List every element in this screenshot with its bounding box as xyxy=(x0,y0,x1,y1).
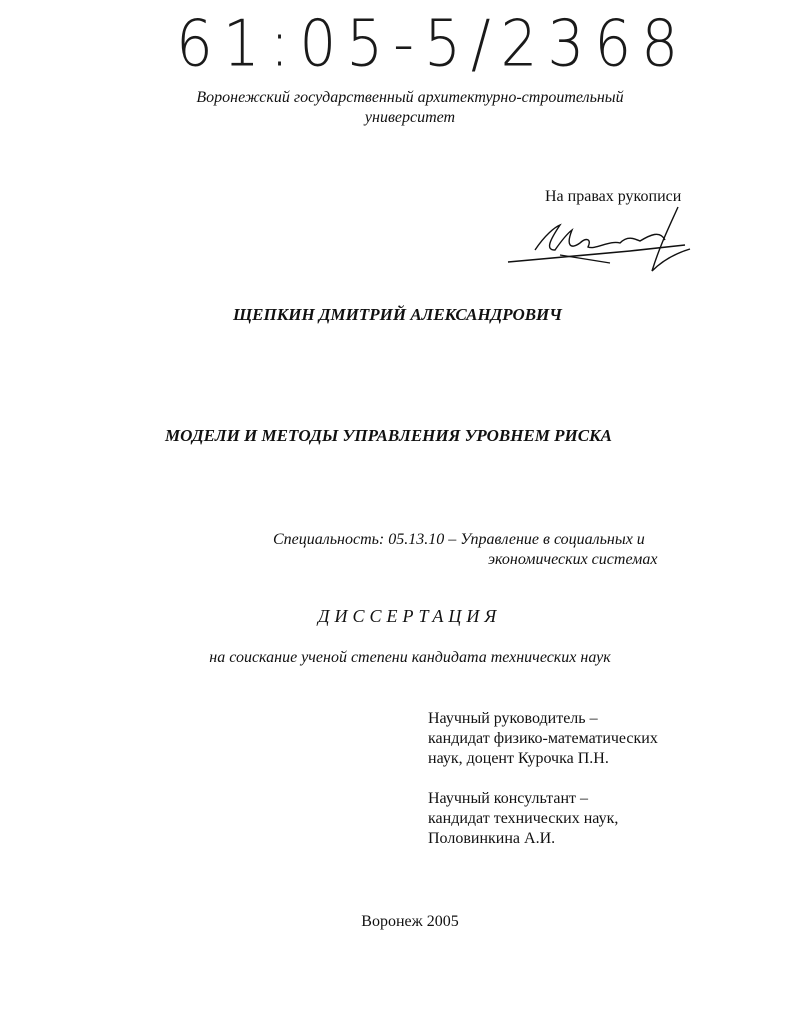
document-type: ДИССЕРТАЦИЯ xyxy=(318,606,502,626)
supervisor-line1: Научный руководитель – xyxy=(428,710,598,727)
author-name: ЩЕПКИН ДМИТРИЙ АЛЕКСАНДРОВИЧ xyxy=(233,305,563,324)
manuscript-rights: На правах рукописи xyxy=(545,188,682,205)
consultant-line3: Половинкина А.И. xyxy=(428,830,556,847)
city-year: Воронеж 2005 xyxy=(361,913,459,930)
institution-line1: Воронежский государственный архитектурно-строительный xyxy=(196,89,624,106)
dissertation-title: МОДЕЛИ И МЕТОДЫ УПРАВЛЕНИЯ УРОВНЕМ РИСКА xyxy=(165,426,612,445)
handwritten-catalog-number: 61:05-5/2368 xyxy=(176,6,689,81)
consultant-line2: кандидат технических наук, xyxy=(428,810,619,827)
supervisor-line2: кандидат физико-математических xyxy=(428,730,658,747)
supervisor-block xyxy=(428,709,658,769)
degree-line: на соискание ученой степени кандидата технических наук xyxy=(209,649,611,666)
signature xyxy=(500,205,700,280)
consultant-line1: Научный консультант – xyxy=(428,790,588,807)
specialty-line2: экономических системах xyxy=(488,551,658,568)
institution-line2: университет xyxy=(364,109,456,126)
consultant-block xyxy=(428,789,618,849)
specialty-line1: Специальность: 05.13.10 – Управление в социальных и xyxy=(273,531,645,548)
supervisor-line3: наук, доцент Курочка П.Н. xyxy=(428,750,609,767)
